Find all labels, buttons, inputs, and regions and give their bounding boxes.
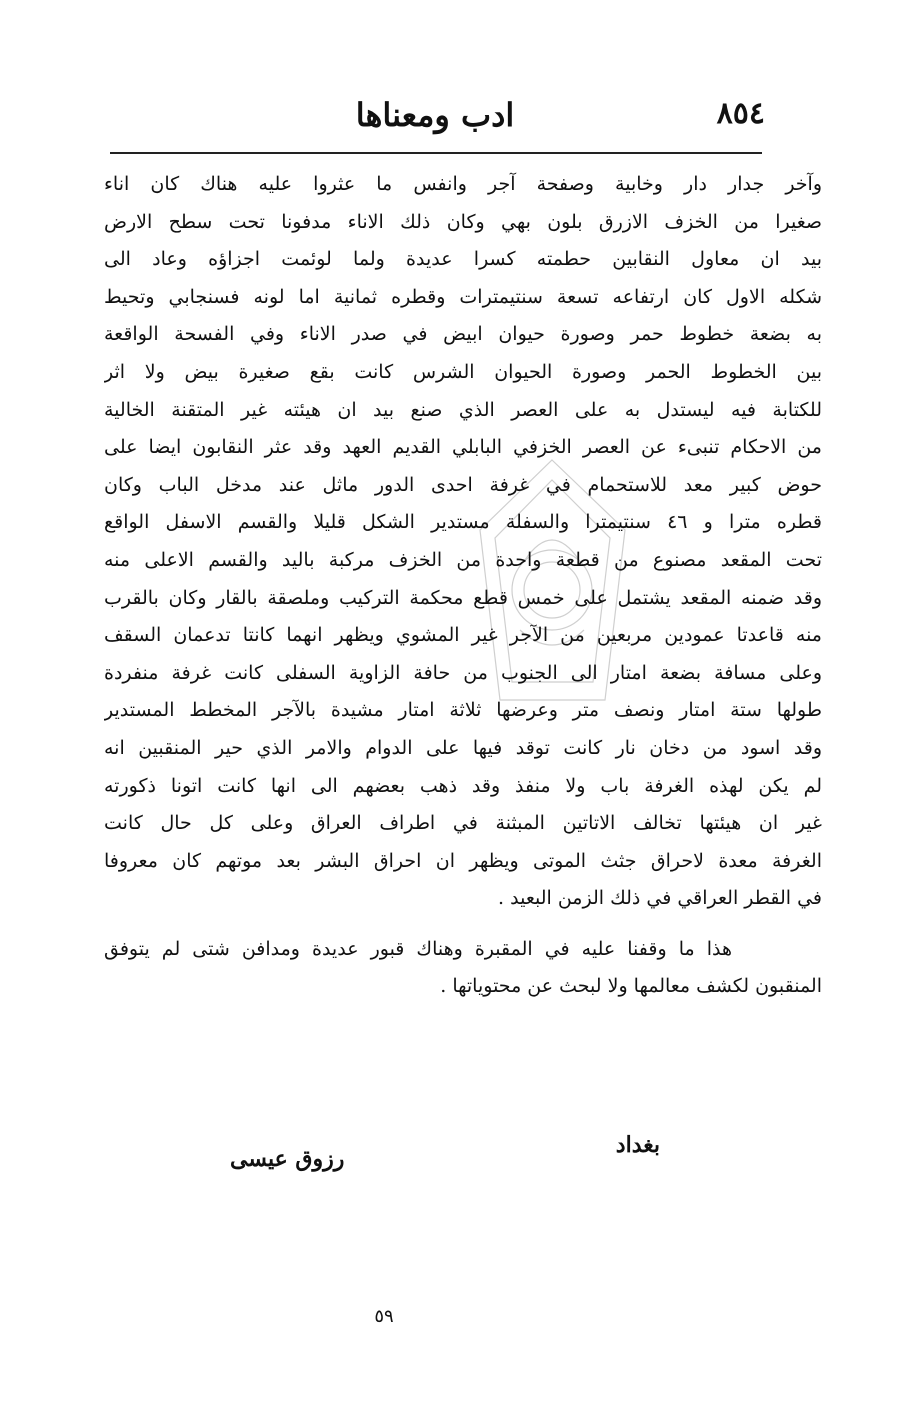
- header-rule: [110, 152, 762, 154]
- text-line: شكله الاول كان ارتفاعه تسعة سنتيمترات وقطره ثمانية اما لونه فسنجابي وتحيط: [104, 285, 822, 308]
- text-line: منه قاعدتا عمودين مربعين من الآجر غير المشوي ويظهر انهما كانتا تدعمان السقف: [104, 624, 822, 647]
- paragraph-1: [104, 166, 822, 918]
- running-head: [105, 92, 765, 142]
- signature-place: بغداد: [615, 1132, 660, 1158]
- footer-mark: ٥٩: [374, 1306, 394, 1327]
- text-line: للكتابة فيه ليستدل به على العصر الذي صنع بيد ان هيئته غير المتقنة الخالية: [104, 398, 822, 421]
- running-title: ادب ومعناها: [355, 96, 515, 134]
- page-number: ٨٥٤: [716, 96, 765, 131]
- text-line: وقد ضمنه المقعد يشتمل على خمس قطع محكمة التركيب وملصقة بالقار وكان بالقرب: [104, 586, 822, 609]
- paragraph-2: [104, 931, 822, 1006]
- text-line: بيد ان معاول النقابين حطمته كسرا عديدة ولما لوئمت اجزاؤه وعاد الى: [104, 248, 822, 271]
- text-line: وآخر جدار دار وخابية وصفحة آجر وانفس ما عثروا عليه هناك كان اناء: [104, 173, 822, 195]
- text-line: هذا ما وقفنا عليه في المقبرة وهناك قبور عديدة ومدافن شتى لم يتوفق: [104, 937, 732, 960]
- text-line: قطره مترا و ٤٦ سنتيمترا والسفلة مستدير الشكل قليلا والقسم الاسفل الواقع: [104, 511, 822, 534]
- text-line: الغرفة معدة لاحراق جثث الموتى ويظهر ان احراق البشر بعد موتهم كان معروفا: [104, 849, 822, 872]
- text-line: وعلى مسافة بضعة امتار الى الجنوب من حافة الزاوية السفلى كانت غرفة منفردة: [104, 661, 822, 684]
- text-line: وقد اسود من دخان نار كانت توقد فيها على الدوام والامر الذي حير المنقبين انه: [104, 736, 822, 759]
- signature-author: رزوق عيسى: [230, 1146, 345, 1172]
- text-line: المنقبون لكشف معالمها ولا لبحث عن محتوياتها .: [440, 975, 822, 998]
- text-line: حوض كبير معد للاستحمام في غرفة احدى الدور ماثل عند مدخل الباب وكان: [104, 473, 822, 496]
- text-line: به بضعة خطوط حمر وصورة حيوان ابيض في صدر الاناء وفي الفسحة الواقعة: [104, 323, 822, 346]
- signature-block: [180, 1132, 660, 1180]
- text-line: طولها ستة امتار ونصف متر وعرضها ثلاثة امتار مشيدة بالآجر المخطط المستدير: [104, 699, 822, 722]
- text-line: لم يكن لهذه الغرفة باب ولا منفذ وقد ذهب بعضهم الى انها كانت اتونا ذكورته: [104, 774, 822, 797]
- text-line: صغيرا من الخزف الازرق بلون بهي وكان ذلك الاناء مدفونا تحت سطح الارض: [104, 210, 822, 233]
- text-line: تحت المقعد مصنوع من قطعة واحدة من الخزف مركبة باليد والقسم الاعلى منه: [104, 548, 822, 571]
- text-line: من الاحكام تنبىء عن العصر الخزفي البابلي القديم العهد وقد عثر النقابون ايضا على: [104, 436, 822, 459]
- text-line: بين الخطوط الحمر وصورة الحيوان الشرس كانت بقع صغيرة بيض ولا اثر: [104, 360, 822, 383]
- text-line: غير ان هيئتها تخالف الاتاتين المبثنة في اطراف العراق وعلى كل حال كانت: [104, 812, 822, 835]
- text-line: في القطر العراقي في ذلك الزمن البعيد .: [498, 887, 822, 910]
- article-body: [104, 166, 822, 1006]
